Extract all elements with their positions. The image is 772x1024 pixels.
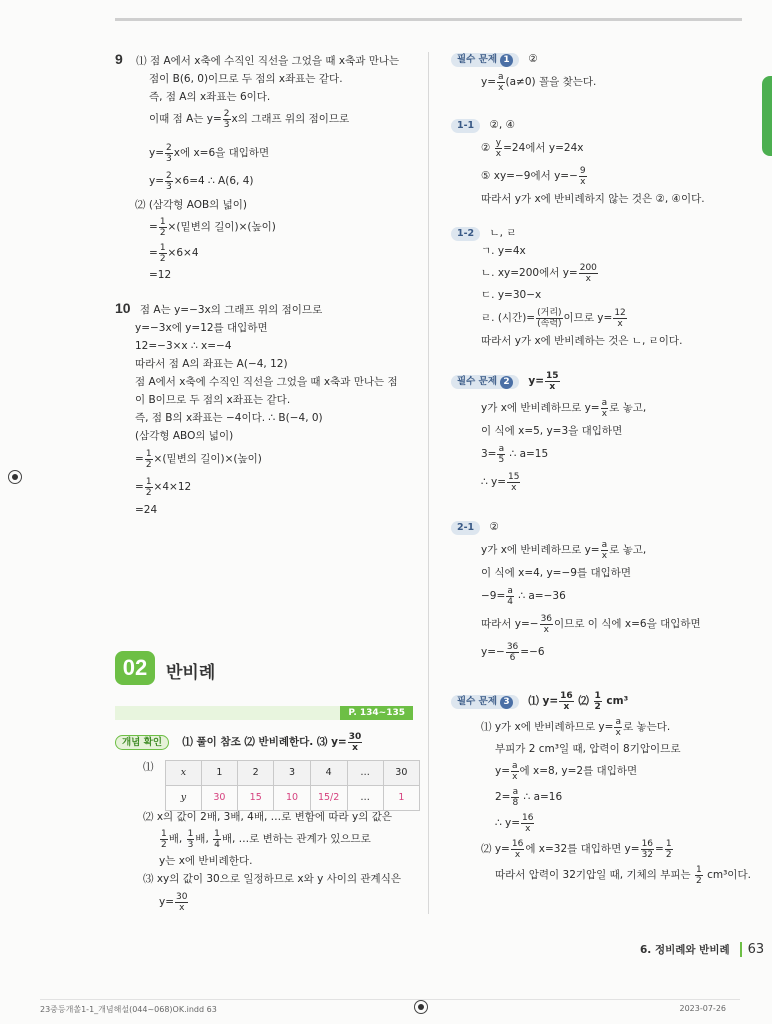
- column-divider: [428, 52, 429, 914]
- table-row: x 1 2 3 4 … 30: [166, 761, 420, 786]
- sub-problem-badge: 1-1: [451, 119, 480, 133]
- problem-number: 10: [115, 300, 131, 316]
- fraction: $\frac{2}{3}$: [166, 142, 172, 164]
- sub-problem-badge: 2-1: [451, 521, 480, 535]
- page-range-label: P. 134~135: [340, 706, 413, 720]
- must-problem-2: 필수 문제 2 y= $\frac{15}{x}$ y가 x에 반비례하므로 y= $\frac{a}{x}$ 로 놓고, 이 식에 x=5, y=3을 대입하면 3= $\frac{a}{5}$ ∴ a=15 ∴ y= $\frac{15}{x}$: [451, 368, 761, 496]
- section-number-badge: 02: [115, 651, 155, 685]
- fraction: $\frac{2}{3}$: [166, 170, 172, 192]
- concept-label: 개념 확인: [115, 735, 169, 750]
- must-problem-badge: 필수 문제 1: [451, 53, 519, 67]
- fraction: $\frac{1}{2}$: [159, 216, 166, 238]
- fraction: $\frac{1}{2}$: [145, 476, 152, 498]
- print-file-name: 23중등개쏠1-1_개념해설(044~068)OK.indd 63: [40, 1005, 217, 1014]
- chapter-side-tab: [762, 76, 772, 156]
- xy-table: [165, 760, 420, 811]
- right-column: [451, 50, 761, 888]
- must-problem-1: 필수 문제 1 ② y= $\frac{a}{x}$ (a≠0) 꼴을 찾는다.: [451, 50, 761, 96]
- fraction: $\frac{2}{3}$: [223, 108, 230, 130]
- registration-mark-icon: [414, 1000, 428, 1014]
- sub-problem-badge: 1-2: [451, 227, 480, 241]
- must-problem-3: 필수 문제 3 ⑴ y= $\frac{16}{x}$ ⑵ $\frac{1}{2}$ cm³ ⑴ y가 x에 반비례하므로 y= $\frac{a}{x}$ 로 놓는다. 부피가 2 cm³일 때, 압력이 8기압이므로 y= $\frac{a}{x}$ 에 x=8, y=2를 대입하면 2= $\frac{a}{8}$ ∴ a=16 ∴ y= $\frac{16}{x}$ ⑵ y= $\frac{16}{x}$ 에 x=32를 대입하면 y= $\frac{16}{32}$ = $\frac{1}{2}$ 따라서 압력이 32기압일 때, 기체의 부피는 $\frac{1}{2}$ cm³이다.: [451, 688, 761, 888]
- fraction: $\frac{30}{x}$: [348, 731, 362, 753]
- must-problem-badge: 필수 문제 2: [451, 375, 519, 389]
- problem-10: 10 점 A는 y=−3x의 그래프 위의 점이므로 y=−3x에 y=12를 대입하면 12=−3×x ∴ x=−4 따라서 점 A의 좌표는 A(−4, 12) 점 A에서 x축에 수직인 직선을 그었을 때 x축과 만나는 점 이 B이므로 두 점의 x좌표는 같다. 즉, 점 B의 x좌표는 −4이다. ∴ B(−4, 0) (삼각형 ABO의 넓이) = $\frac{1}{2}$ ×(밑변의 길이)×(높이) = $\frac{1}{2}$ ×4×12 =24: [115, 300, 398, 516]
- problem-2-1: 2-1 ② y가 x에 반비례하므로 y= $\frac{a}{x}$ 로 놓고, 이 식에 x=4, y=−9를 대입하면 −9= $\frac{a}{4}$ ∴ a=−36 따라서 y=− $\frac{36}{x}$ 이므로 이 식에 x=6을 대입하면 y=− $\frac{36}{6}$ =−6: [451, 518, 761, 666]
- top-rule: [115, 18, 742, 21]
- chapter-title: 6. 정비례와 반비례: [640, 944, 730, 956]
- problem-1-1: 1-1 ②, ④ ② $\frac{y}{x}$ =24에서 y=24x ⑤ xy=−9에서 y=− $\frac{9}{x}$ 따라서 y가 x에 반비례하지 않는 것은 ②, ④이다.: [451, 116, 761, 208]
- registration-mark-icon: [8, 470, 22, 484]
- print-date: 2023-07-26: [679, 1004, 726, 1013]
- page-range-bar: [115, 706, 413, 720]
- fraction: $\frac{1}{2}$: [159, 242, 166, 264]
- fraction: $\frac{1}{2}$: [145, 448, 152, 470]
- page-footer: [640, 942, 764, 957]
- must-problem-badge: 필수 문제 3: [451, 695, 519, 709]
- problem-number: 9: [115, 51, 123, 67]
- section-title: 반비례: [166, 663, 216, 683]
- print-slug-line: [40, 999, 740, 1000]
- page-number: 63: [740, 942, 765, 957]
- table-row: y 30 15 10 15/2 … 1: [166, 786, 420, 811]
- problem-1-2: 1-2 ㄴ, ㄹ ㄱ. y=4x ㄴ. xy=200에서 y= $\frac{200}{x}$ ㄷ. y=30−x ㄹ. (시간)= $\frac{\text{(거리)}}{\text{(속력)}}$ 이므로 y= $\frac{12}{x}$ 따라서 y가 x에 반비례하는 것은 ㄴ, ㄹ이다.: [451, 224, 761, 350]
- concept-check: 개념 확인 ⑴ 풀이 참조 ⑵ 반비례한다. ⑶ y= $\frac{30}{x}$ ⑴ x 1 2 3 4 … 30 y 30 15 10 15/2 … 1 ⑵ x의 값이 2배, 3배, 4배, …로 변함에 따라 y의 값은 $\frac{1}{2}$ 배, $\frac{1}{3}$ 배, $\frac{1}{4}$ 배, …로 변하는 관계가 있으므로 y는 x에 반비례한다. ⑶ xy의 값이 30으로 일정하므로 x와 y 사이의 관계식은 y= $\frac{30}{x}$: [115, 728, 420, 916]
- problem-9: 9 ⑴ 점 A에서 x축에 수직인 직선을 그었을 때 x축과 만나는 점이 B(6, 0)이므로 두 점의 x좌표는 같다. 즉, 점 A의 x좌표는 6이다. 이때 점 A는 y= $\frac{2}{3}$ x의 그래프 위의 점이므로 y= $\frac{2}{3}$ x에 x=6을 대입하면 y= $\frac{2}{3}$ ×6=4 ∴ A(6, 4) ⑵ (삼각형 AOB의 넓이) = $\frac{1}{2}$ ×(밑변의 길이)×(높이) = $\frac{1}{2}$ ×6×4 =12: [115, 51, 400, 281]
